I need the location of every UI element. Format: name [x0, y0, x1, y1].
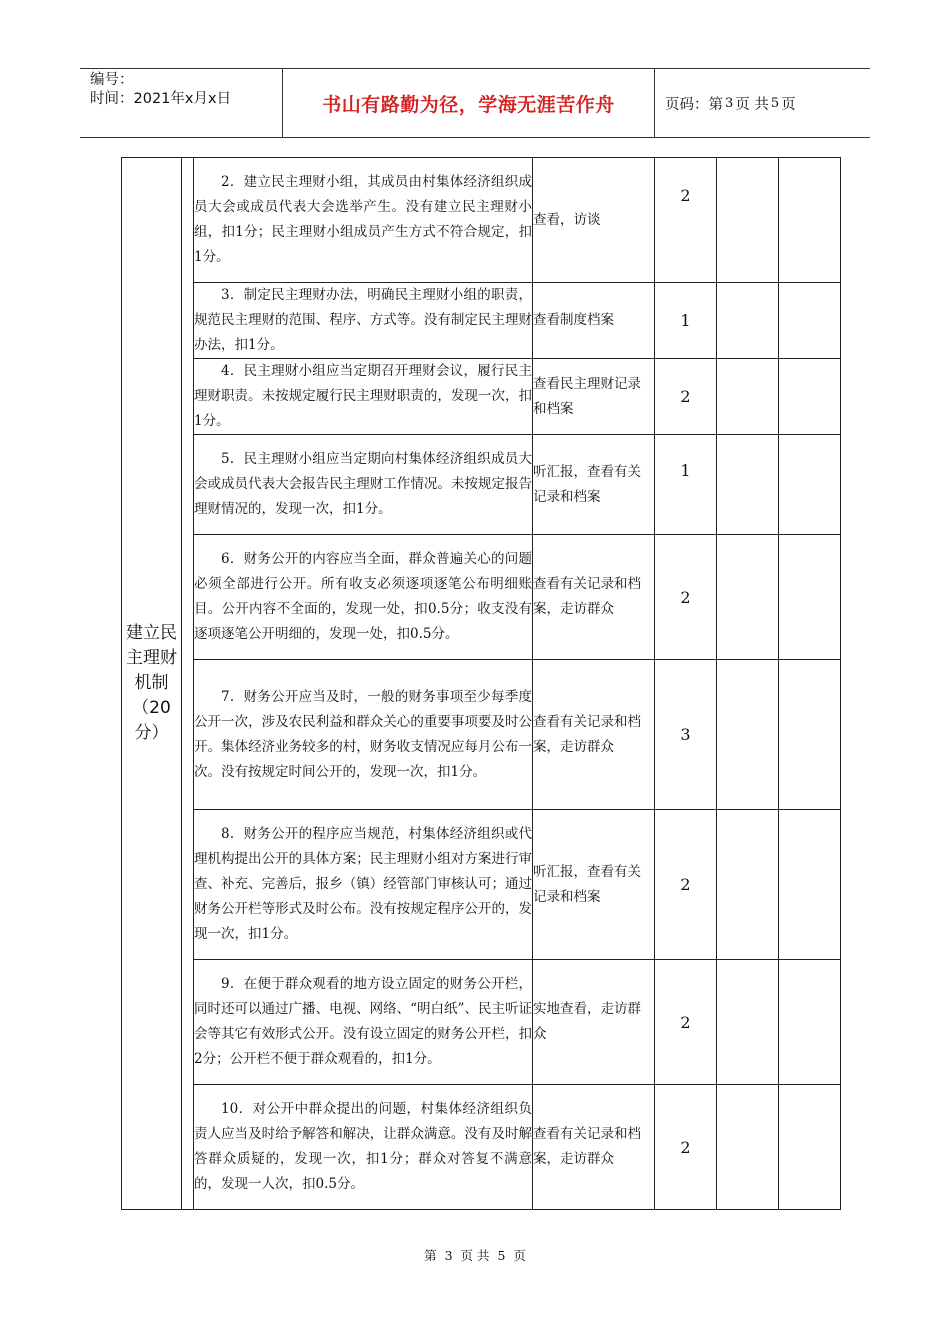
table-row	[122, 359, 841, 435]
table-row	[122, 535, 841, 660]
page-current: 3	[725, 95, 734, 111]
blank-cell	[779, 660, 841, 810]
check-method: 查看民主理财记录和档案	[533, 359, 655, 435]
criteria-text: 9．在便于群众观看的地方设立固定的财务公开栏，同时还可以通过广播、电视、网络、“明白纸”、民主听证会等其它有效形式公开。没有设立固定的财务公开栏，扣2分；公开栏不便于群众观看的，扣1分。	[194, 960, 533, 1085]
blank-cell	[779, 359, 841, 435]
header-slogan: 书山有路勤为径，学海无涯苦作舟	[283, 69, 655, 137]
blank-cell	[779, 283, 841, 359]
page-total: 5	[770, 95, 780, 111]
footer-post: 页	[513, 1248, 526, 1263]
criteria-text: 3．制定民主理财办法，明确民主理财小组的职责，规范民主理财的范围、程序、方式等。没有制定民主理财办法，扣1分。	[194, 283, 533, 359]
score: 2	[655, 535, 717, 660]
blank-cell	[717, 359, 779, 435]
check-method: 实地查看，走访群众	[533, 960, 655, 1085]
footer-current: 3	[444, 1248, 453, 1263]
footer-mid: 页 共	[460, 1248, 490, 1263]
time-label: 时间：2021年x月x日	[90, 91, 232, 107]
blank-cell	[779, 1085, 841, 1210]
spacer-cell	[182, 158, 194, 1210]
number-label: 编号：	[90, 72, 134, 88]
table-row	[122, 960, 841, 1085]
score: 2	[655, 810, 717, 960]
criteria-text: 6．财务公开的内容应当全面，群众普遍关心的问题必须全部进行公开。所有收支必须逐项逐笔公布明细账目。公开内容不全面的，发现一处，扣0.5分；收支没有逐项逐笔公开明细的，发现一处，扣0.5分。	[194, 535, 533, 660]
blank-cell	[779, 435, 841, 535]
score: 1	[655, 435, 717, 535]
check-method: 查看制度档案	[533, 283, 655, 359]
criteria-text: 5．民主理财小组应当定期向村集体经济组织成员大会或成员代表大会报告民主理财工作情况。未按规定报告理财情况的，发现一次，扣1分。	[194, 435, 533, 535]
footer-total: 5	[497, 1248, 506, 1263]
header-page-number	[655, 69, 870, 137]
table-row	[122, 1085, 841, 1210]
blank-cell	[717, 283, 779, 359]
footer-pre: 第	[424, 1248, 437, 1263]
header-info	[80, 69, 283, 137]
table-row	[122, 435, 841, 535]
blank-cell	[717, 660, 779, 810]
blank-cell	[779, 810, 841, 960]
page-footer	[0, 1246, 950, 1264]
table-row	[122, 158, 841, 283]
blank-cell	[779, 158, 841, 283]
blank-cell	[717, 435, 779, 535]
table-row	[122, 810, 841, 960]
criteria-text: 10．对公开中群众提出的问题，村集体经济组织负责人应当及时给予解答和解决，让群众满意。没有及时解答群众质疑的，发现一次，扣1分；群众对答复不满意的，发现一人次，扣0.5分。	[194, 1085, 533, 1210]
criteria-text: 2．建立民主理财小组，其成员由村集体经济组织成员大会或成员代表大会选举产生。没有建立民主理财小组，扣1分；民主理财小组成员产生方式不符合规定，扣1分。	[194, 158, 533, 283]
criteria-text: 7．财务公开应当及时，一般的财务事项至少每季度公开一次，涉及农民利益和群众关心的重要事项要及时公开。集体经济业务较多的村，财务收支情况应每月公布一次。没有按规定时间公开的，发现一次，扣1分。	[194, 660, 533, 810]
check-method: 听汇报，查看有关记录和档案	[533, 810, 655, 960]
blank-cell	[779, 960, 841, 1085]
check-method: 查看有关记录和档案，走访群众	[533, 1085, 655, 1210]
blank-cell	[779, 535, 841, 660]
page-header	[80, 68, 870, 138]
check-method: 查看，访谈	[533, 158, 655, 283]
score: 2	[655, 1085, 717, 1210]
page-label-mid: 页 共	[735, 96, 769, 113]
check-method: 查看有关记录和档案，走访群众	[533, 535, 655, 660]
score: 2	[655, 158, 717, 283]
criteria-text: 8．财务公开的程序应当规范，村集体经济组织或代理机构提出公开的具体方案；民主理财小组对方案进行审查、补充、完善后，报乡（镇）经管部门审核认可；通过财务公开栏等形式及时公布。没有按规定程序公开的，发现一次，扣1分。	[194, 810, 533, 960]
page-label-post: 页	[781, 96, 796, 113]
check-method: 查看有关记录和档案，走访群众	[533, 660, 655, 810]
blank-cell	[717, 810, 779, 960]
blank-cell	[717, 158, 779, 283]
assessment-table	[121, 157, 841, 1210]
page-label-pre: 页码：第	[665, 96, 723, 113]
category-cell: 建立民主理财机制（20分）	[122, 158, 182, 1210]
table-row	[122, 283, 841, 359]
blank-cell	[717, 1085, 779, 1210]
score: 2	[655, 960, 717, 1085]
score: 3	[655, 660, 717, 810]
blank-cell	[717, 960, 779, 1085]
blank-cell	[717, 535, 779, 660]
score: 2	[655, 359, 717, 435]
check-method: 听汇报，查看有关记录和档案	[533, 435, 655, 535]
table-row	[122, 660, 841, 810]
criteria-text: 4．民主理财小组应当定期召开理财会议，履行民主理财职责。未按规定履行民主理财职责的，发现一次，扣1分。	[194, 359, 533, 435]
score: 1	[655, 283, 717, 359]
